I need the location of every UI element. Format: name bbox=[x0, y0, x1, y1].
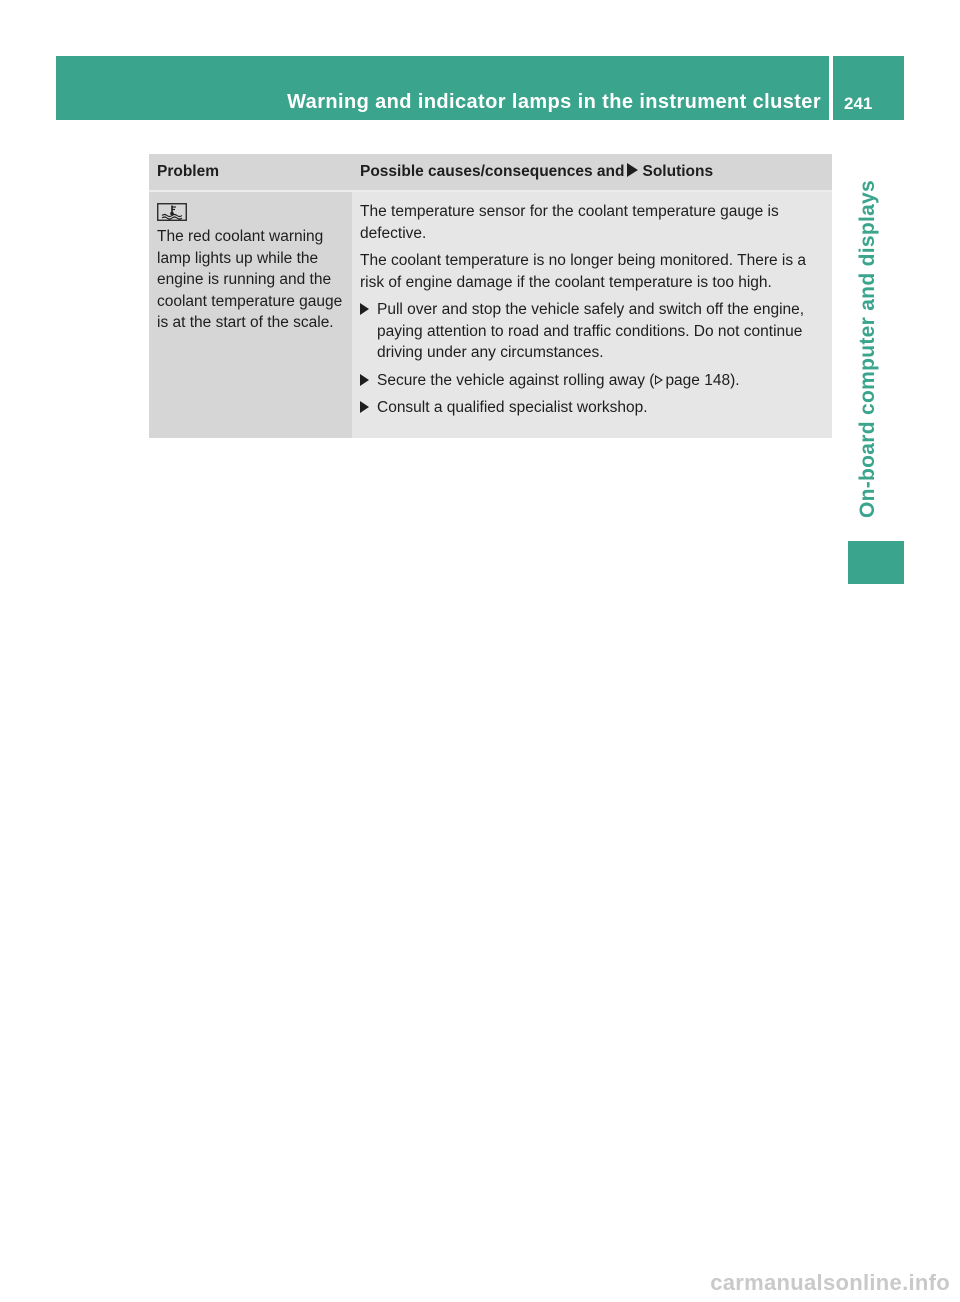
action-arrow-icon bbox=[360, 401, 369, 413]
header-problem bbox=[149, 154, 352, 191]
step-text: Secure the vehicle against rolling away ( bbox=[377, 371, 655, 389]
consequence-text: The coolant temperature is no longer being monitored. There is a risk of engine damage if the coolant temperature is too high. bbox=[360, 252, 807, 291]
header-solutions bbox=[352, 154, 832, 191]
page-number-box bbox=[833, 56, 904, 120]
chapter-tab-label: On-board computer and displays bbox=[856, 179, 879, 519]
cause-text: The temperature sensor for the coolant temperature gauge is defective. bbox=[360, 203, 779, 242]
table-row bbox=[149, 191, 832, 438]
problem-text: The red coolant warning lamp lights up while the engine is running and the coolant temperature gauge is at the start of the scale. bbox=[157, 228, 343, 331]
page-number: 241 bbox=[844, 94, 873, 113]
chapter-tab-marker bbox=[848, 541, 904, 584]
action-arrow-icon bbox=[360, 303, 369, 315]
solution-cell bbox=[352, 191, 832, 438]
coolant-temperature-warning-icon bbox=[157, 203, 187, 221]
page-reference-link[interactable]: page 148). bbox=[665, 371, 740, 389]
step-item bbox=[360, 397, 824, 419]
header-bar bbox=[56, 56, 829, 120]
page-reference-icon bbox=[655, 375, 663, 385]
action-arrow-icon bbox=[360, 374, 369, 386]
step-item bbox=[360, 370, 824, 392]
watermark: carmanualsonline.info bbox=[710, 1270, 950, 1295]
section-title: Warning and indicator lamps in the instrument cluster bbox=[287, 91, 821, 113]
step-text: Pull over and stop the vehicle safely and switch off the engine, paying attention to road and traffic conditions. Do not continue driving under any circumstances. bbox=[377, 301, 805, 361]
problem-cell bbox=[149, 191, 352, 438]
step-text: Consult a qualified specialist workshop. bbox=[377, 399, 648, 416]
arrow-right-icon bbox=[627, 163, 638, 177]
header-causes-label: Possible causes/consequences and bbox=[360, 163, 625, 181]
warning-lamp-table bbox=[149, 154, 832, 438]
header-solutions-label: Solutions bbox=[642, 163, 714, 181]
header-problem-label: Problem bbox=[157, 163, 220, 181]
step-item bbox=[360, 299, 824, 364]
table-header-row bbox=[149, 154, 832, 191]
